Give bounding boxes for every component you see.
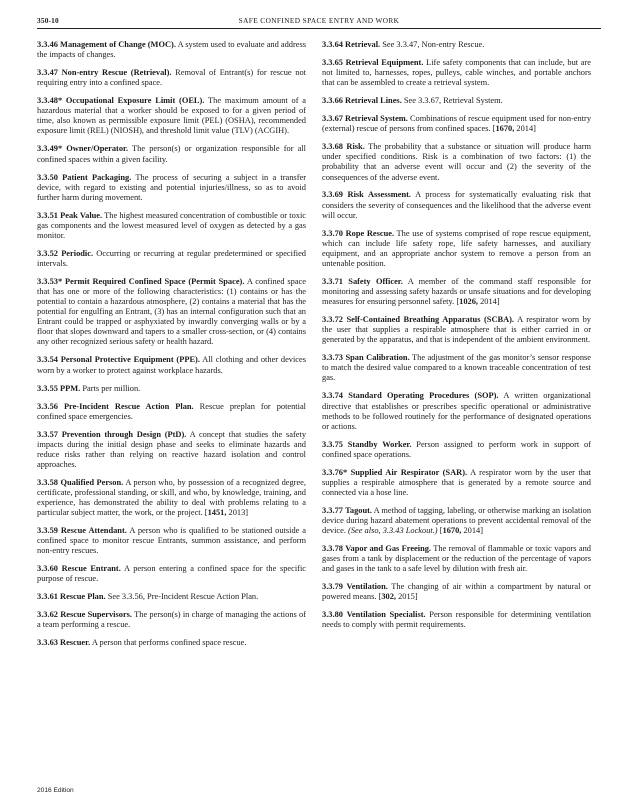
definition-term-name: Rescue Entrant. xyxy=(61,564,121,574)
definition-text: Occurring or recurring at regular predetermined or specified intervals. xyxy=(37,248,306,268)
definition-term-name: Qualified Person. xyxy=(60,477,124,487)
definition-text: The use of systems comprised of rope rescue equipment, which can include life safety rope, life safety harnesses, and auxiliary equipment, and an appropriate anchor system to remove a person from an untenable position. xyxy=(322,228,591,268)
definition-entry xyxy=(322,468,591,498)
definition-entry xyxy=(322,190,591,220)
definition-text: Removal of Entrant(s) for rescue not requiring entry into a confined space. xyxy=(37,68,307,88)
definition-text: A person who, by possession of a recognized degree, certificate, professional standing, or skill, and who, by knowledge, training, and experience, has demonstrated the ability to deal with problems relating to a particular subject matter, the work, or the project. [ xyxy=(37,477,306,518)
definition-term: 3.3.60 xyxy=(37,564,58,574)
definition-term-name: Peak Value. xyxy=(60,210,103,220)
definition-term-name: Risk Assessment. xyxy=(347,190,411,200)
definition-entry xyxy=(37,402,306,422)
definition-text: The probability that a substance or situation will produce harm under specified conditions. Risk is a combination of two factors: (1) the probability that an adverse event will occur and (2) the severity of the consequences of the adverse event. xyxy=(322,142,592,182)
definition-term-name: Retrieval System. xyxy=(345,114,408,124)
definition-term-name: Permit Required Confined Space (Permit Space). xyxy=(64,276,245,286)
definition-term: 3.3.68 xyxy=(322,142,343,152)
definition-text: The removal of flammable or toxic vapors and gases from a tank by displacement or the reduction of the percentage of vapors and gases in the tank to a safe level by dilution with fresh air. xyxy=(322,544,591,574)
definition-term-name: Retrieval. xyxy=(345,40,381,49)
definition-term-name: Standard Operating Procedures (SOP). xyxy=(348,391,499,401)
definition-term-name: Ventilation. xyxy=(346,582,388,592)
definition-term-name: Standby Worker. xyxy=(347,439,412,449)
page-number: 350-10 xyxy=(37,16,59,25)
definition-text: The changing of air within a compartment by natural or powered means. [ xyxy=(322,582,592,602)
definition-term: 3.3.79 xyxy=(322,582,343,592)
source-reference: 1026, xyxy=(459,297,478,307)
definition-term-name: Prevention through Design (PtD). xyxy=(61,429,187,439)
definition-term-name: Rescue Attendant. xyxy=(60,526,127,536)
definition-text: All clothing and other devices worn by a worker to protect against workplace hazards. xyxy=(37,355,306,375)
definition-entry xyxy=(322,315,591,345)
definition-text: A person entering a confined space for the specific purpose of rescue. xyxy=(37,564,307,584)
definition-term: 3.3.50 xyxy=(37,172,58,182)
definition-term-name: Rope Rescue. xyxy=(345,228,395,238)
definition-entry xyxy=(37,249,306,269)
cross-reference: (See also, 3.3.43 Lockout.) xyxy=(348,526,438,536)
definition-entry xyxy=(37,564,306,584)
definition-term: 3.3.61 xyxy=(37,592,58,602)
definition-text: A respirator worn by the user that supplies a respirable atmosphere that is generated by a remote source and connected via a hose line. xyxy=(322,467,591,497)
definition-term: 3.3.77 xyxy=(322,505,343,515)
bracket-open: [ xyxy=(437,526,443,536)
definition-term: 3.3.64 xyxy=(322,40,343,49)
definition-term-name: Retrieval Lines. xyxy=(345,96,402,106)
definition-entry xyxy=(37,277,306,348)
definition-entry xyxy=(322,353,591,383)
running-header xyxy=(37,14,601,29)
definition-term-name: Personal Protective Equipment (PPE). xyxy=(60,355,200,365)
definition-term: 3.3.57 xyxy=(37,429,58,439)
edition-footer: 2016 Edition xyxy=(37,787,74,794)
definition-term: 3.3.71 xyxy=(322,276,343,286)
definition-term: 3.3.70 xyxy=(322,228,343,238)
definition-term-name: Owner/Operator. xyxy=(66,144,129,154)
definition-entry xyxy=(37,610,306,630)
definition-term: 3.3.62 xyxy=(37,610,58,620)
definition-text: Combinations of rescue equipment used for non-entry (external) rescue of persons from confined spaces. [ xyxy=(322,114,592,134)
definition-term: 3.3.58 xyxy=(37,477,58,487)
definition-entry xyxy=(37,526,306,556)
definition-text: See 3.3.47, Non-entry Rescue. xyxy=(380,40,485,49)
definition-text: Person assigned to perform work in support of confined space operations. xyxy=(322,439,591,459)
definition-text: See 3.3.56, Pre-Incident Rescue Action Plan. xyxy=(105,592,259,602)
definition-entry xyxy=(37,384,306,394)
definition-entry xyxy=(37,355,306,375)
source-year: 2014] xyxy=(461,526,483,536)
definition-entry xyxy=(37,144,306,164)
definition-term-name: Rescue Supervisors. xyxy=(60,610,133,620)
definition-term: 3.3.76* xyxy=(322,467,348,477)
definition-entry xyxy=(37,430,306,470)
source-year: 2013] xyxy=(226,508,249,518)
left-column xyxy=(37,40,306,656)
definition-entry xyxy=(322,40,591,50)
definition-text: A system used to evaluate and address the impacts of changes. xyxy=(37,40,307,60)
definition-term-name: Self-Contained Breathing Apparatus (SCBA). xyxy=(346,315,515,325)
definition-text: Person responsible for determining ventilation needs to comply with permit requirements. xyxy=(322,610,591,630)
definition-entry xyxy=(37,40,306,60)
definition-term-name: Risk. xyxy=(346,142,365,152)
definition-term: 3.3.75 xyxy=(322,439,343,449)
running-title: SAFE CONFINED SPACE ENTRY AND WORK xyxy=(238,16,400,25)
definition-entry xyxy=(37,638,306,648)
definition-entry xyxy=(322,277,591,307)
definition-term: 3.3.65 xyxy=(322,57,343,67)
definition-entry xyxy=(37,173,306,203)
definition-text: Life safety components that can include, but are not limited to, harnesses, ropes, pulleys, cable winches, and portable anchors that can be assembled to create a retrieval system. xyxy=(322,57,592,88)
definition-term-name: Safety Officer. xyxy=(348,276,403,286)
definition-text: A respirator worn by the user that supplies a respirable atmosphere that is either carried in or generated by the apparatus, and that is independent of the ambient environment. xyxy=(322,315,591,345)
definition-text: The maximum amount of a hazardous material that a worker should be exposed to for a given period of time, also known as permissible exposure limit (PEL) (OSHA), recommended exposure limit (REL) (NIOSH), and threshold limit value (TLV) (ACGIH). xyxy=(37,96,307,136)
definition-term-name: Management of Change (MOC). xyxy=(60,40,176,49)
definition-term-name: Occupational Exposure Limit (OEL). xyxy=(65,96,205,106)
definition-entry xyxy=(322,142,591,182)
right-column xyxy=(322,40,591,638)
definition-text: A concept that studies the safety impacts during the initial design phase and seeks to eliminate hazards and reduce risks rather than relying on reactive hazard isolation and control approaches. xyxy=(37,429,307,469)
definition-entry xyxy=(322,58,591,88)
definition-term: 3.3.47 xyxy=(37,68,58,78)
definition-text: A process for systematically evaluating risk that considers the severity of consequences and the likelihood that the adverse event will occur. xyxy=(322,190,591,220)
definition-entry xyxy=(322,506,591,536)
definition-text: The person(s) or organization responsible for all confined spaces within a given facility. xyxy=(37,144,307,164)
definition-text: A person who is qualified to be stationed outside a confined space to monitor rescue Entrants, summon assistance, and perform non-entry rescues. xyxy=(37,526,306,556)
definition-entry xyxy=(37,211,306,241)
definition-text: See 3.3.67, Retrieval System. xyxy=(401,96,503,106)
definition-term: 3.3.52 xyxy=(37,248,58,258)
definition-term: 3.3.66 xyxy=(322,96,343,106)
definition-text: A member of the command staff responsible for monitoring and assessing safety hazards or unsafe situations and for developing measures for ensuring personnel safety. [ xyxy=(322,276,591,307)
definition-term: 3.3.73 xyxy=(322,353,343,363)
definition-term: 3.3.67 xyxy=(322,114,343,124)
definition-entry xyxy=(322,391,591,431)
definition-term: 3.3.69 xyxy=(322,190,343,200)
definition-term-name: Pre-Incident Rescue Action Plan. xyxy=(63,401,194,411)
definition-text: A person that performs confined space rescue. xyxy=(90,638,247,648)
definition-term-name: Rescuer. xyxy=(60,638,91,648)
definition-entry xyxy=(37,592,306,602)
source-year: 2014] xyxy=(477,297,500,307)
definition-term: 3.3.59 xyxy=(37,526,58,536)
definition-term: 3.3.49* xyxy=(37,144,63,154)
definition-text: The process of securing a subject in a transfer device, with regard to existing and potential injuries/illness, so as to avoid further harm during movement. xyxy=(37,172,306,202)
definition-term: 3.3.54 xyxy=(37,355,58,365)
definition-term: 3.3.63 xyxy=(37,638,58,648)
source-reference: 302, xyxy=(381,592,396,602)
definition-term: 3.3.53* xyxy=(37,276,63,286)
source-year: 2014] xyxy=(514,124,536,134)
definition-term-name: Periodic. xyxy=(61,248,94,258)
definition-text: The adjustment of the gas monitor’s sensor response to match the desired value compared to a known traceable concentration of test gas. xyxy=(322,353,591,383)
definition-text: A method of tagging, labeling, or otherwise marking an isolation device during hazard abatement operations to prevent accidental removal of the device. xyxy=(322,505,592,536)
definition-entry xyxy=(322,440,591,460)
definition-term: 3.3.48* xyxy=(37,96,63,106)
source-reference: 1670, xyxy=(495,124,515,134)
definition-text: The person(s) in charge of managing the actions of a team performing a rescue. xyxy=(37,610,307,630)
definition-term-name: Retrieval Equipment. xyxy=(345,57,424,67)
definition-text: Parts per million. xyxy=(80,383,141,393)
definition-entry xyxy=(37,96,306,136)
source-reference: 1670, xyxy=(442,526,462,536)
definition-text: A confined space that has one or more of the following characteristics: (1) contains or has the potential to contain a hazardous atmosphere, (2) contains a material that has the potential for engulfing an Entrant, (3) has an internal configuration such that an Entrant could be trapped or asphyxiated by inwardly converging walls or by a floor that slopes downward and tapers to a smaller cross-section, or (4) contains any other recognized serious safety or health hazard. xyxy=(37,276,306,347)
definition-entry xyxy=(322,114,591,134)
definition-term: 3.3.72 xyxy=(322,315,343,325)
definition-term: 3.3.80 xyxy=(322,610,343,620)
definition-term: 3.3.74 xyxy=(322,391,343,401)
definition-term-name: Tagout. xyxy=(345,505,372,515)
definition-entry xyxy=(322,544,591,574)
definition-text: A written organizational directive that establishes or prescribes specific operational or administrative methods to be followed routinely for the performance of designated operations or actions. xyxy=(322,391,591,431)
definition-entry xyxy=(322,582,591,602)
definition-term: 3.3.46 xyxy=(37,40,58,49)
definition-term: 3.3.55 xyxy=(37,383,58,393)
definition-term: 3.3.56 xyxy=(37,401,58,411)
definition-term: 3.3.51 xyxy=(37,210,58,220)
definition-term-name: Non-entry Rescue (Retrieval). xyxy=(61,68,172,78)
definition-term-name: Patient Packaging. xyxy=(62,172,132,182)
definition-term-name: Rescue Plan. xyxy=(60,592,106,602)
definition-text: The highest measured concentration of combustible or toxic gas components and the lowest measured level of oxygen as detected by a gas monitor. xyxy=(37,210,307,240)
definition-term-name: Ventilation Specialist. xyxy=(346,610,426,620)
definition-term: 3.3.78 xyxy=(322,544,343,554)
definition-term-name: Supplied Air Respirator (SAR). xyxy=(350,467,468,477)
source-reference: 1451, xyxy=(207,508,227,518)
definition-entry xyxy=(322,96,591,106)
definition-term-name: PPM. xyxy=(60,383,81,393)
definition-term-name: Span Calibration. xyxy=(345,353,410,363)
definition-term-name: Vapor and Gas Freeing. xyxy=(345,544,432,554)
source-year: 2015] xyxy=(395,592,418,602)
definition-entry xyxy=(322,610,591,630)
definition-entry xyxy=(37,68,306,88)
definition-entry xyxy=(37,478,306,518)
definition-text: Rescue preplan for potential confined space emergencies. xyxy=(37,401,306,421)
definition-entry xyxy=(322,229,591,269)
